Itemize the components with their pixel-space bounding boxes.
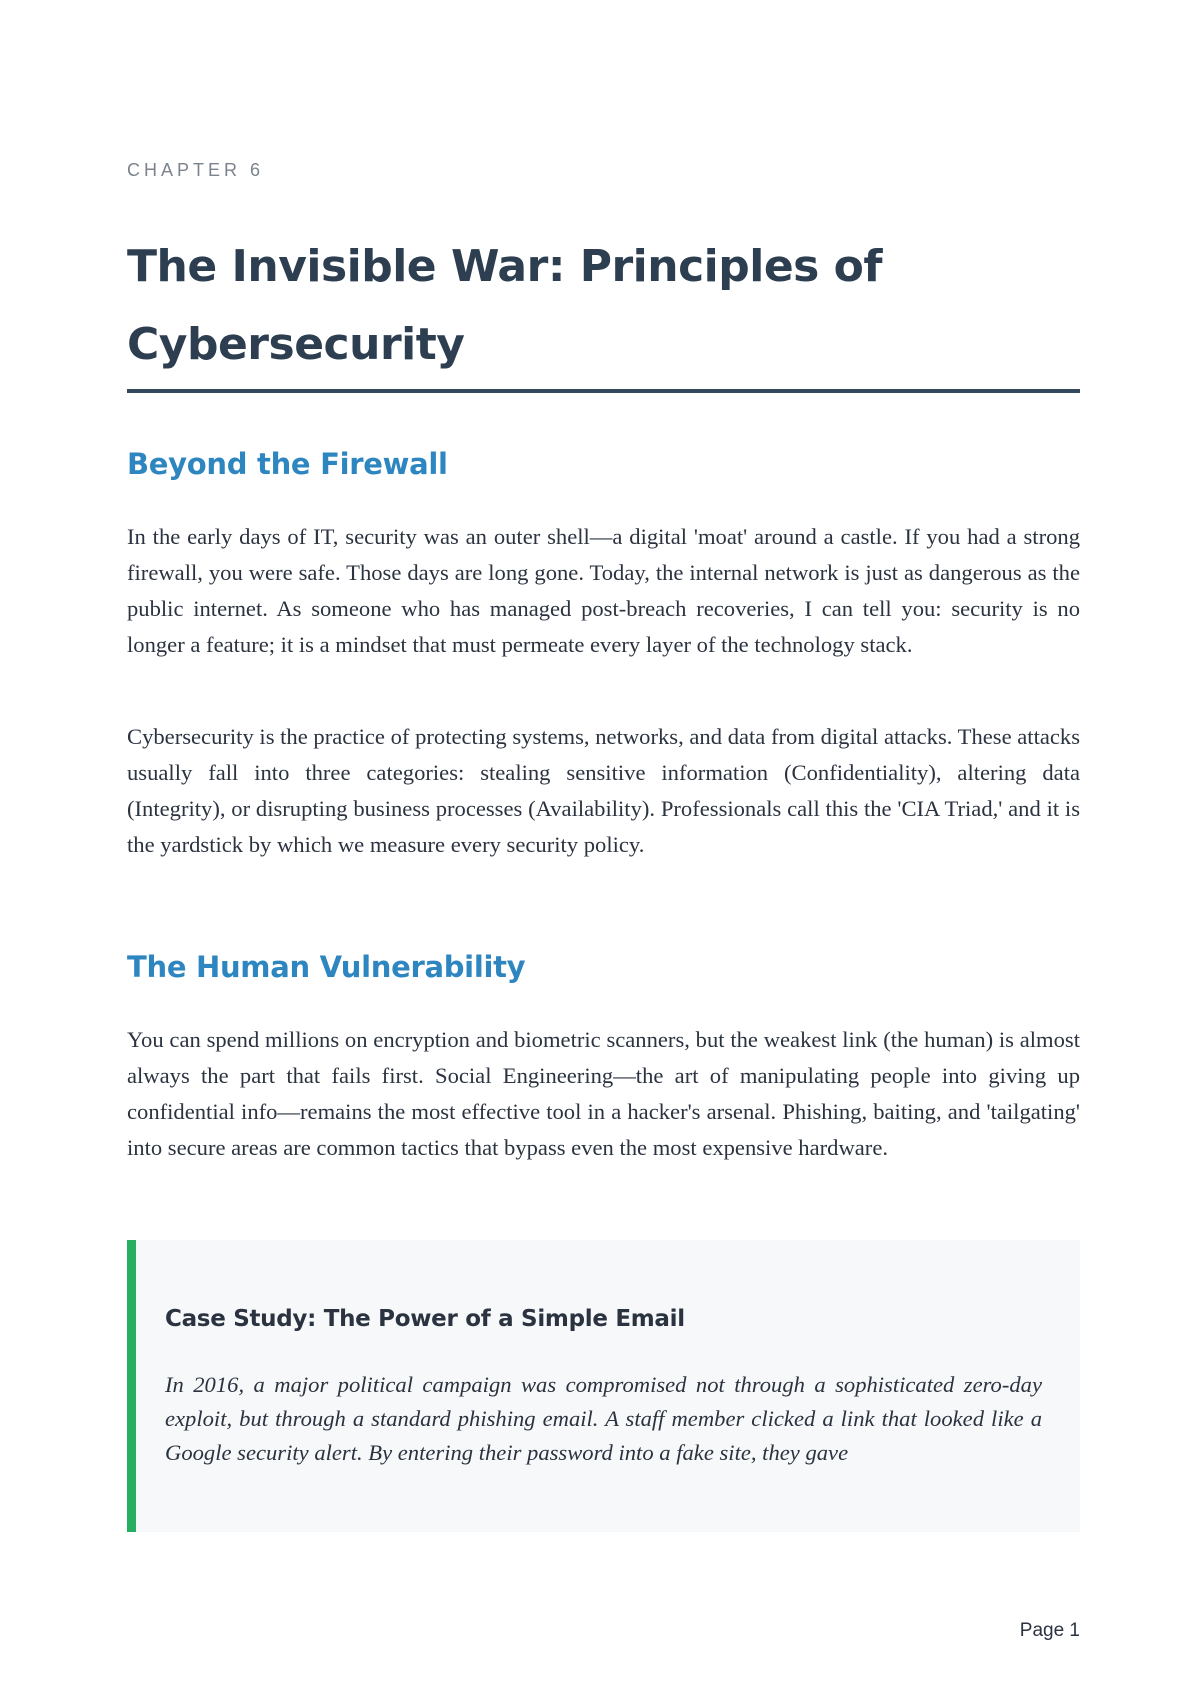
- chapter-label: CHAPTER 6: [127, 160, 265, 180]
- page-number: Page 1: [1019, 1620, 1080, 1641]
- callout-accent-bar: [127, 1240, 136, 1532]
- paragraph: You can spend millions on encryption and biometric scanners, but the weakest link (the human) is almost always the part that fails first. Social Engineering—the art of manipulating people into giving up confidential info—remains the most effective tool in a hacker's arsenal. Phishing, baiting, and 'tailgating' into secure areas are common tactics that bypass even the most expensive hardware.: [127, 1027, 1080, 1160]
- paragraph: Cybersecurity is the practice of protecting systems, networks, and data from digital attacks. These attacks usually fall into three categories: stealing sensitive information (Confidentiality), altering data (Integrity), or disrupting business processes (Availability). Professionals call this the 'CIA Triad,' and it is the yardstick by which we measure every security policy.: [127, 724, 1080, 857]
- case-study-title: Case Study: The Power of a Simple Email: [165, 1306, 685, 1332]
- paragraph: In the early days of IT, security was an outer shell—a digital 'moat' around a castle. If you had a strong firewall, you were safe. Those days are long gone. Today, the internal network is just as dangerous as the public internet. As someone who has managed post-breach recoveries, I can tell you: security is no longer a feature; it is a mindset that must permeate every layer of the technology stack.: [127, 524, 1080, 657]
- title-divider: [127, 389, 1080, 393]
- section-heading-human-vulnerability: The Human Vulnerability: [127, 950, 526, 984]
- document-page: [127, 0, 1080, 1696]
- case-study-callout: [127, 1240, 1080, 1532]
- section-heading-beyond-firewall: Beyond the Firewall: [127, 447, 448, 481]
- case-study-text: In 2016, a major political campaign was compromised not through a sophisticated zero-day exploit, but through a standard phishing email. A staff member clicked a link that looked like a Google security alert. By entering their password into a fake site, they gave: [165, 1372, 1042, 1465]
- page-title: The Invisible War: Principles of Cybersecurity: [127, 241, 883, 370]
